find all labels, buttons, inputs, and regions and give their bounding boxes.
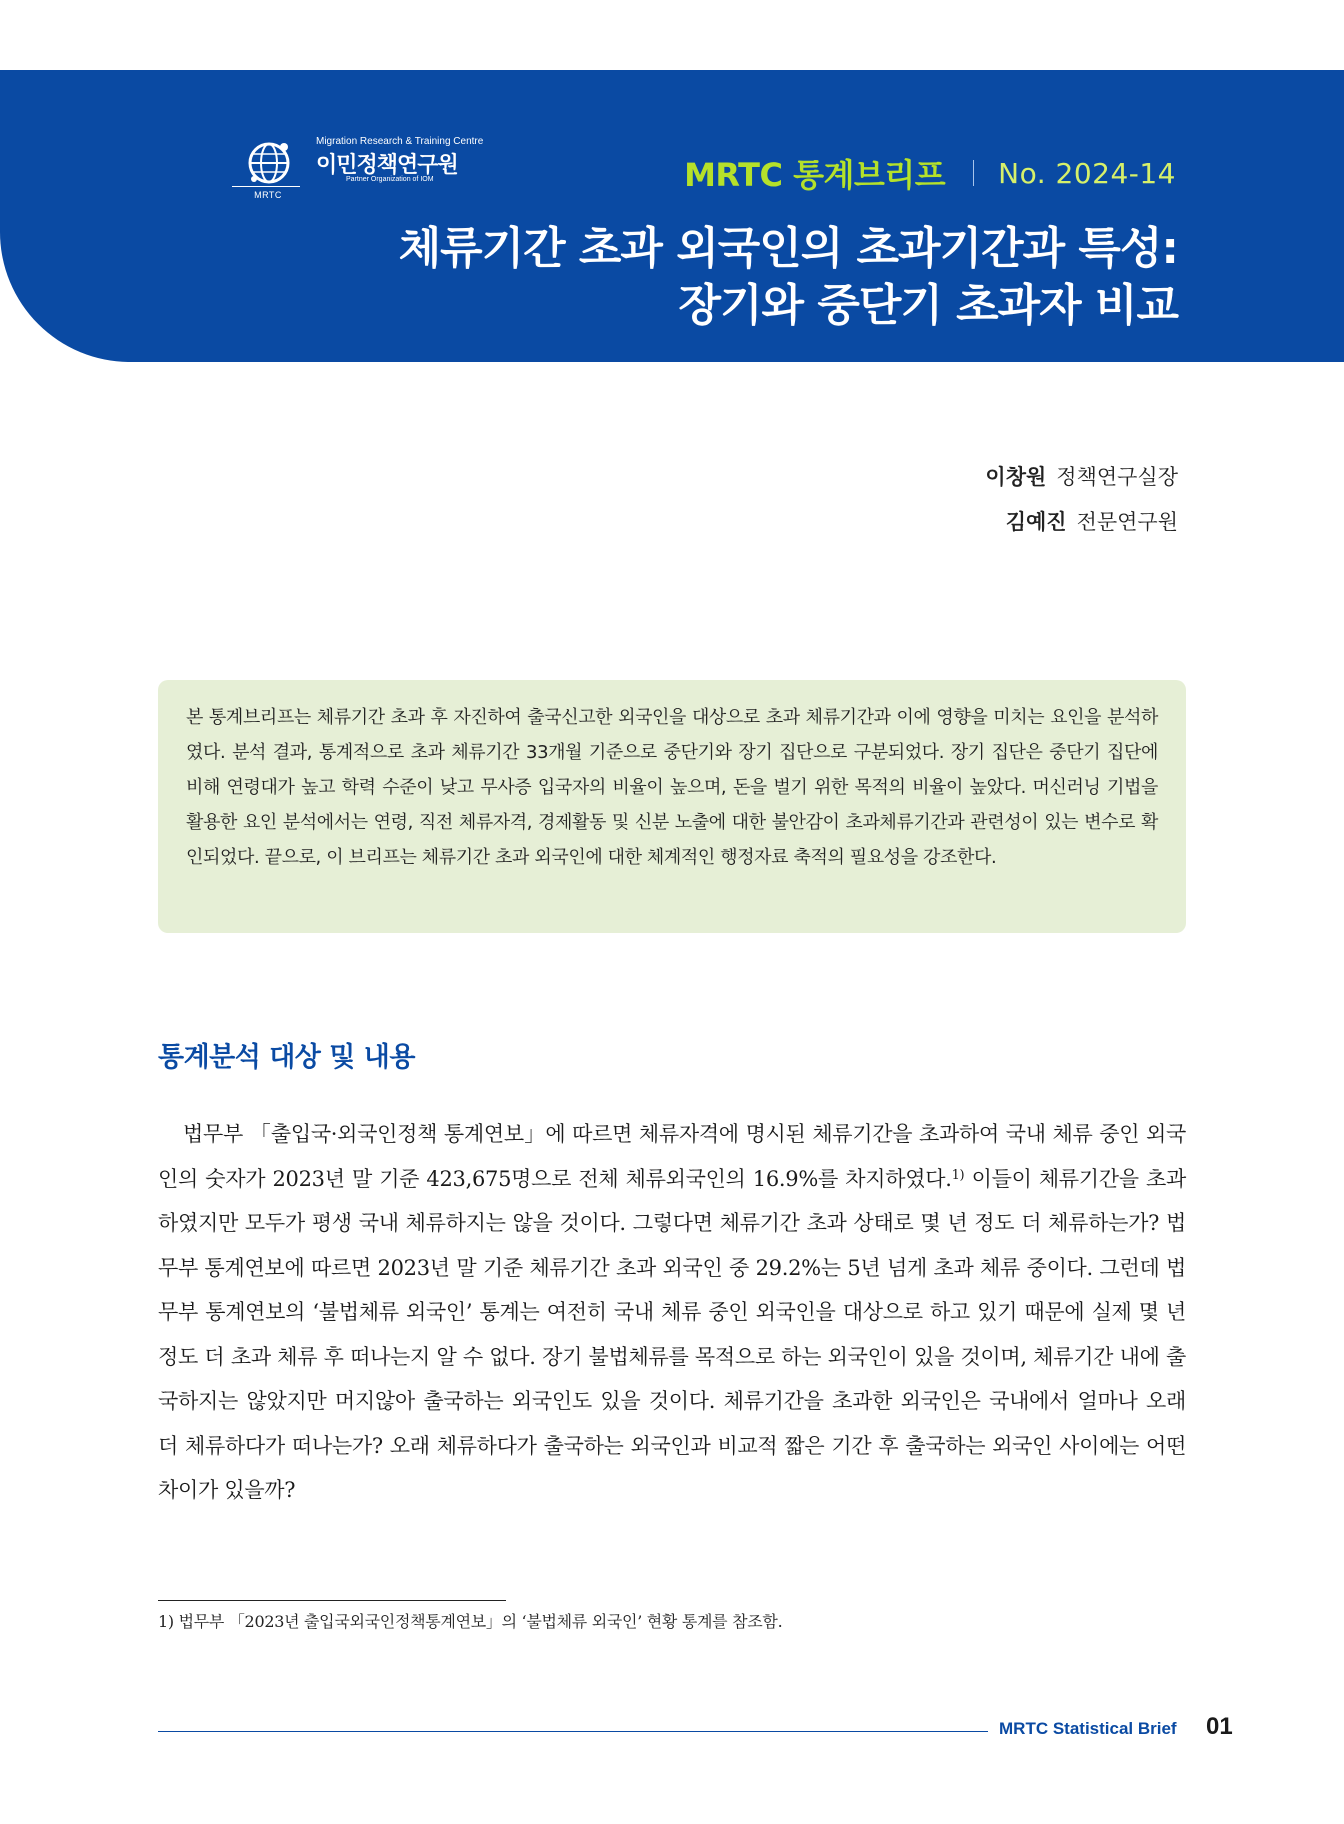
footer-rule — [158, 1731, 988, 1732]
summary-box: 본 통계브리프는 체류기간 초과 후 자진하여 출국신고한 외국인을 대상으로 초과 체류기간과 이에 영향을 미치는 요인을 분석하였다. 분석 결과, 통계적으로 초과 체류기간 33개월 기준으로 중단기와 장기 집단으로 구분되었다. 장기 집단은 중단기 집단에 비해 연령대가 높고 학력 수준이 낮고 무사증 입국자의 비율이 높으며, 돈을 벌기 위한 목적의 비율이 높았다. 머신러닝 기법을 활용한 요인 분석에서는 연령, 직전 체류자격, 경제활동 및 신분 노출에 대한 불안감이 초과체류기간과 관련성이 있는 변수로 확인되었다. 끝으로, 이 브리프는 체류기간 초과 외국인에 대한 체계적인 행정자료 축적의 필요성을 강조한다. — [158, 680, 1186, 933]
title-line-1: 체류기간 초과 외국인의 초과기간과 특성: — [398, 223, 1178, 274]
author-role: 전문연구원 — [1076, 510, 1178, 534]
paragraph-part-2: 이들이 체류기간을 초과하였지만 모두가 평생 국내 체류하지는 않을 것이다. 그렇다면 체류기간 초과 상태로 몇 년 정도 더 체류하는가? 법무부 통계연보에 따르면 2023년 말 기준 체류기간 초과 외국인 중 29.2%는 5년 넘게 초과 체류 중이다. 그런데 법무부 통계연보의 ‘불법체류 외국인’ 통계는 여전히 국내 체류 중인 외국인을 대상으로 하고 있기 때문에 실제 몇 년 정도 더 초과 체류 후 떠나는지 알 수 없다. 장기 불법체류를 목적으로 하는 외국인이 있을 것이며, 체류기간 내에 출국하지는 않았지만 머지않아 출국하는 외국인도 있을 것이다. 체류기간을 초과한 외국인은 국내에서 얼마나 오래 더 체류하다가 떠나는가? 오래 체류하다가 출국하는 외국인과 비교적 짧은 기간 후 출국하는 외국인 사이에는 어떤 차이가 있을까? — [158, 1166, 1186, 1502]
header-banner — [0, 70, 1344, 362]
author-name: 김예진 — [1005, 510, 1067, 534]
logo-top-text: Migration Research & Training Centre — [316, 136, 484, 147]
author-entry — [985, 455, 1178, 500]
body-paragraph — [158, 1112, 1186, 1513]
title-line-2: 장기와 중단기 초과자 비교 — [678, 280, 1178, 331]
footnote-rule — [158, 1600, 506, 1601]
issue-number: No. 2024-14 — [998, 156, 1176, 190]
page-title — [399, 220, 1178, 334]
logo-sub-text: Partner Organization of IOM — [346, 176, 434, 183]
footnote-text: 1) 법무부 「2023년 출입국외국인정책통계연보」의 ‘불법체류 외국인’ 현황 통계를 참조함. — [158, 1612, 783, 1631]
page-number: 01 — [1206, 1713, 1233, 1740]
mrtc-logo — [232, 130, 532, 200]
globe-icon — [244, 138, 294, 188]
series-divider — [973, 160, 974, 186]
logo-abbrev: MRTC — [254, 190, 282, 200]
footer-label: MRTC Statistical Brief — [999, 1719, 1177, 1738]
footnote-ref[interactable]: 1) — [951, 1167, 965, 1183]
author-name: 이창원 — [985, 465, 1047, 489]
author-role: 정책연구실장 — [1056, 465, 1178, 489]
logo-divider — [232, 186, 300, 187]
section-heading: 통계분석 대상 및 내용 — [158, 1042, 415, 1073]
author-list — [985, 455, 1178, 545]
author-entry — [985, 500, 1178, 545]
paragraph-part-1: 법무부 「출입국·외국인정책 통계연보」에 따르면 체류자격에 명시된 체류기간을 초과하여 국내 체류 중인 외국인의 숫자가 2023년 말 기준 423,675명으로 전체 체류외국인의 16.9%를 차지하였다. — [158, 1122, 1186, 1191]
series-title: MRTC 통계브리프 — [684, 156, 946, 194]
series-row — [684, 150, 1176, 196]
logo-name: 이민정책연구원 — [316, 153, 458, 178]
